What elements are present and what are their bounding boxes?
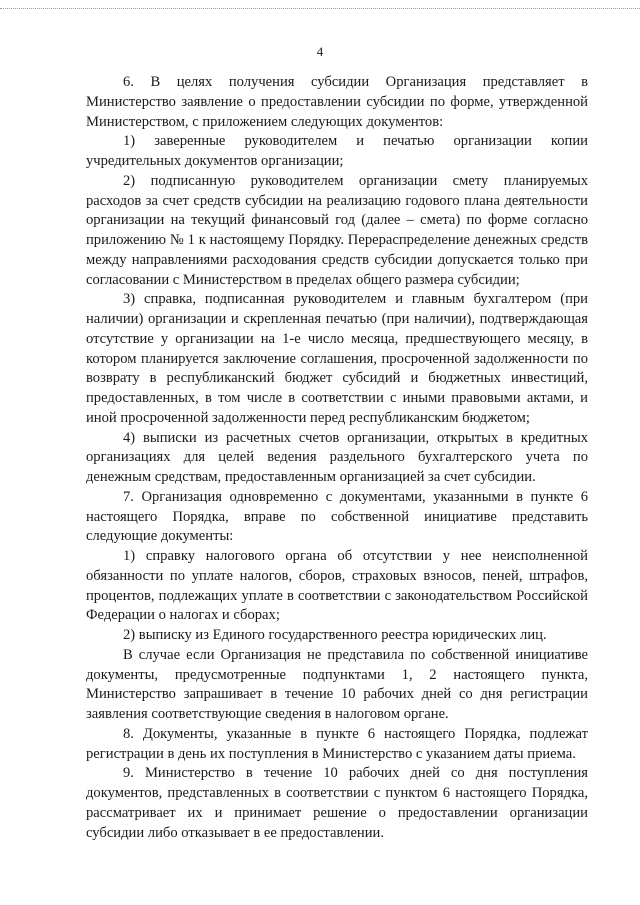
paragraph-7: 7. Организация одновременно с документами, указанными в пункте 6 настоящего Порядка, вправе по собственной инициативе представить следующие документы: [86,488,588,545]
paragraph-9: 9. Министерство в течение 10 рабочих дней со дня поступления документов, представленных в соответствии с пунктом 6 настоящего Порядка, рассматривает их и принимает решение о предоставлении организации субсидии либо отказывает в ее предоставлении. [86,765,588,841]
paragraph-6: 6. В целях получения субсидии Организация представляет в Министерство заявление о предоставлении субсидии по форме, утвержденной Министерством, с приложением следующих документов: [86,74,588,130]
paragraph-6-item-1: 1) заверенные руководителем и печатью организации копии учредительных документов организации; [86,133,588,169]
scan-edge-line [0,8,640,9]
paragraph-7-note: В случае если Организация не представила по собственной инициативе документы, предусмотренные подпунктами 1, 2 настоящего пункта, Министерство запрашивает в течение 10 рабочих дней со дня регистрации заявления соответствующие сведения в налоговом органе. [86,646,588,722]
document-body [86,73,588,843]
paragraph-6-item-2: 2) подписанную руководителем организации смету планируемых расходов за счет средств субсидии на реализацию годового плана деятельности организации на текущий финансовый год (далее – смета) по форме согласно приложению № 1 к настоящему Порядку. Перераспределение денежных средств между направлениями расходования средств субсидии допускается только при согласовании с Министерством в пределах общего размера субсидии; [86,172,588,288]
paragraph-8: 8. Документы, указанные в пункте 6 настоящего Порядка, подлежат регистрации в день их поступления в Министерство с указанием даты приема. [86,725,588,762]
page-number: 4 [316,44,324,59]
paragraph-7-item-1: 1) справку налогового органа об отсутствии у нее неисполненной обязанности по уплате налогов, сборов, страховых взносов, пеней, штрафов, процентов, подлежащих уплате в соответствии с законодательством Российской Федерации о налогах и сборах; [86,548,588,624]
paragraph-6-item-3: 3) справка, подписанная руководителем и главным бухгалтером (при наличии) организации и скрепленная печатью (при наличии), подтверждающая отсутствие у организации на 1-е число месяца, предшествующего месяцу, в котором планируется заключение соглашения, просроченной задолженности по возврату в республиканский бюджет субсидий и бюджетных инвестиций, предоставленных, в том числе в соответствии с иными правовыми актами, и иной просроченной задолженности перед республиканским бюджетом; [86,291,588,426]
paragraph-6-item-4: 4) выписки из расчетных счетов организации, открытых в кредитных организациях для целей ведения раздельного бухгалтерского учета по денежным средствам, предоставленным организацией за счет субсидии. [86,429,588,485]
paragraph-7-item-2: 2) выписку из Единого государственного реестра юридических лиц. [123,627,547,643]
